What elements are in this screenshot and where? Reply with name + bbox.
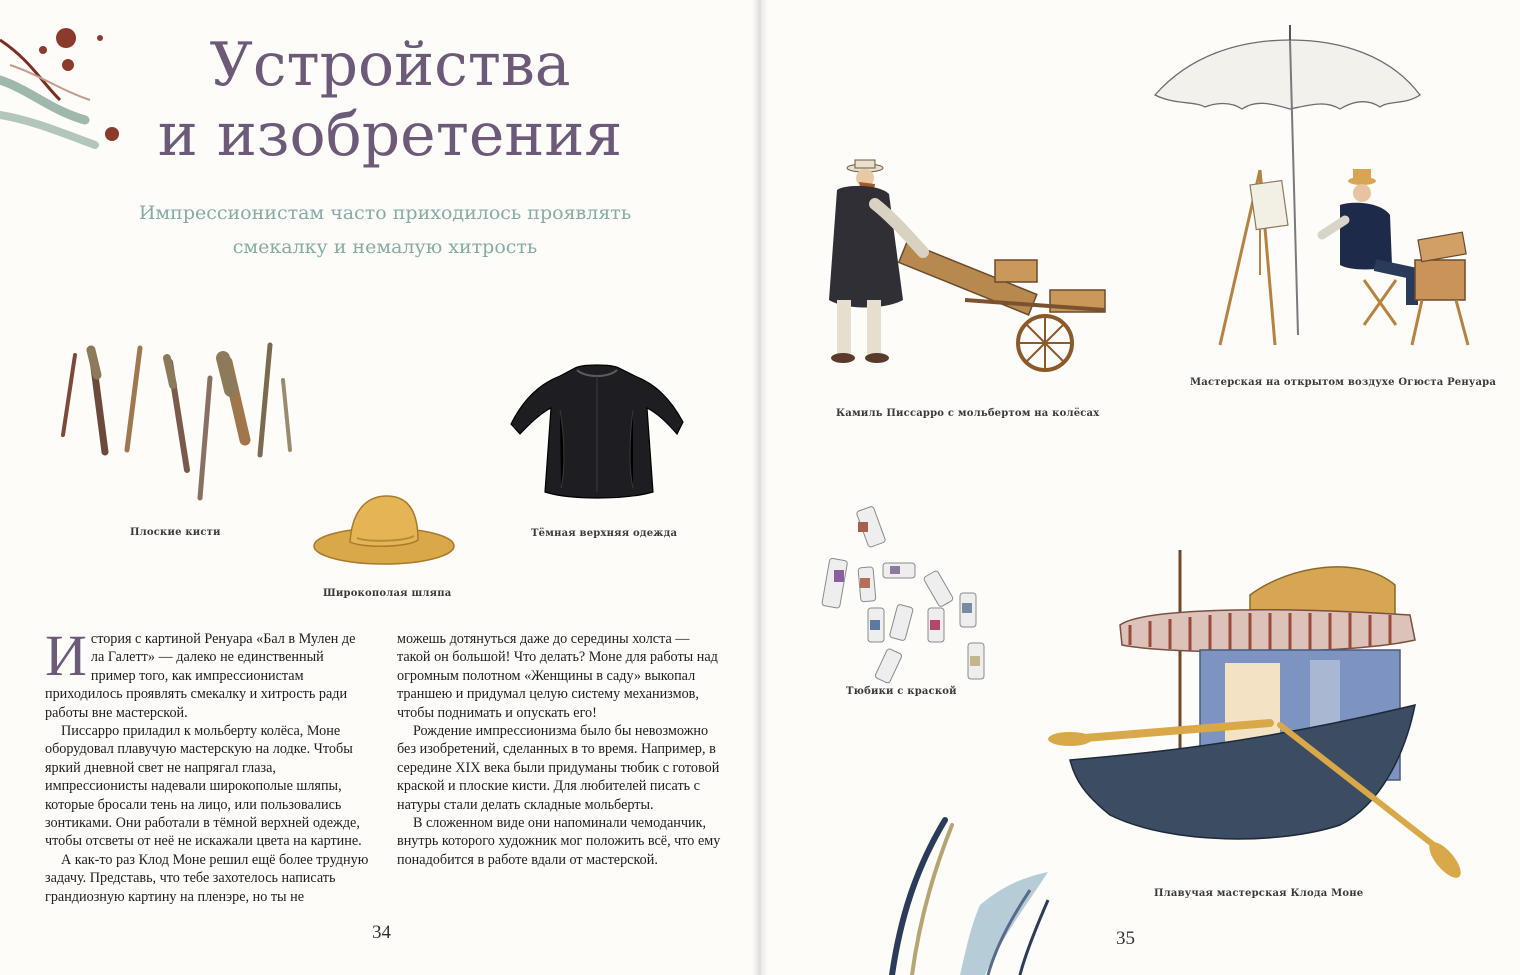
paragraph-5: Рождение импрессионизма было бы невозможно без изобретений, сделанных в то время. Например, в середине XIX века были придуманы тюбик с готовой краской и плоские кисти. Для любителей писать с натуры стали делать складные мольберты. — [397, 723, 720, 813]
paint-tubes-illustration — [818, 508, 1008, 688]
flat-brushes-illustration — [55, 340, 300, 505]
right-page — [760, 0, 1520, 975]
subtitle-line-2: смекалку и немалую хитрость — [232, 236, 538, 258]
dark-coat-illustration — [505, 360, 690, 500]
body-column-1 — [45, 623, 370, 906]
caption-flat-brushes: Плоские кисти — [130, 527, 221, 538]
wide-brim-hat-illustration — [312, 490, 457, 570]
drop-cap: И — [45, 623, 87, 688]
caption-wide-brim-hat: Широкополая шляпа — [323, 588, 452, 599]
caption-renoir: Мастерская на открытом воздухе Огюста Ренуара — [1190, 377, 1497, 388]
pissarro-wheeled-easel-illustration — [815, 160, 1115, 375]
page-number-right: 35 — [1116, 928, 1135, 949]
title-line-1: Устройства — [209, 30, 571, 100]
caption-paint-tubes: Тюбики с краской — [846, 686, 957, 697]
paragraph-6: В сложенном виде они напоминали чемоданчик, внутрь которого художник мог положить всё, что ему понадобится в работе вдали от мастерской. — [397, 815, 721, 868]
renoir-outdoor-studio-illustration — [1150, 25, 1480, 355]
paragraph-1: История с картиной Ренуара «Бал в Мулен де ла Галетт» — далеко не единственный пример того, как импрессионистам приходилось проявлять смекалку и хитрость ради работы вне мастерской. — [45, 623, 356, 721]
caption-monet: Плавучая мастерская Клода Моне — [1154, 888, 1364, 899]
caption-dark-coat: Тёмная верхняя одежда — [531, 528, 678, 539]
paragraph-3: А как-то раз Клод Моне решил ещё более трудную задачу. Представь, что тебе захотелось написать грандиозную картину на пленэре, но ты не — [45, 851, 369, 905]
page-number-left: 34 — [372, 922, 391, 943]
caption-pissarro: Камиль Писсарро с мольбертом на колёсах — [836, 408, 1100, 419]
body-column-2 — [397, 630, 722, 869]
monet-floating-studio-illustration — [1050, 545, 1490, 890]
paragraph-4: можешь дотянуться даже до середины холста — такой он большой! Что делать? Моне для работы над огромным полотном «Женщины в саду» выкопал траншею и придумал целую систему механизмов, чтобы поднимать и опускать его! — [397, 631, 718, 721]
subtitle-line-1: Импрессионистам часто приходилось проявлять — [138, 202, 632, 224]
book-spine-shadow — [752, 0, 768, 975]
subtitle — [60, 196, 710, 264]
page-title — [110, 30, 670, 170]
title-line-2: и изобретения — [157, 100, 623, 170]
paragraph-2: Писсарро приладил к мольберту колёса, Моне оборудовал плавучую мастерскую на лодке. Чтобы яркий дневной свет не напрягал глаза, импрессионисты надевали широкополые шляпы, которые бросали тень на лицо, или пользовались зонтиками. Они работали в тёмной верхней одежде, чтобы отсветы от неё не искажали цвета на картине. — [45, 723, 362, 850]
decorative-strokes — [870, 810, 1060, 975]
